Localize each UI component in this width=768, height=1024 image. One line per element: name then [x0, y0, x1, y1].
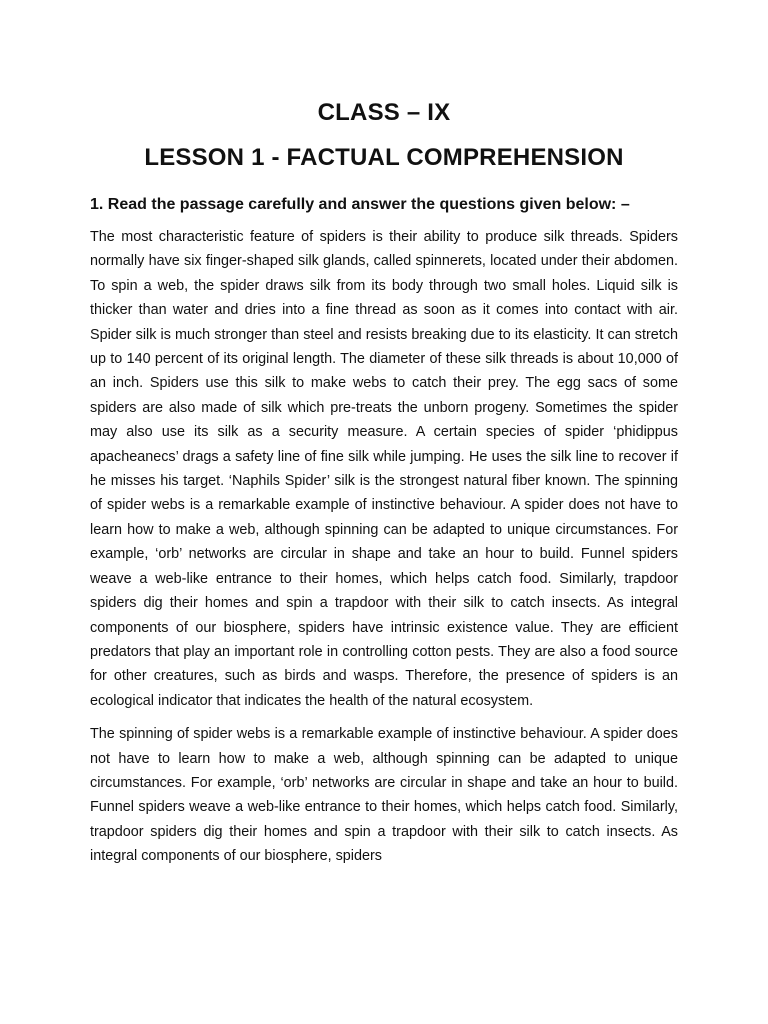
question-instruction: 1. Read the passage carefully and answer the questions given below: –: [90, 196, 630, 213]
passage-paragraph-2: The spinning of spider webs is a remarkable example of instinctive behaviour. A spider does not have to learn how to make a web, although spinning can be adapted to unique circumstances. For example, ‘orb’ networks are circular in shape and take an hour to build. Funnel spiders weave a web-like entrance to their homes, which helps catch food. Similarly, trapdoor spiders dig their homes and spin a trapdoor with their silk to catch insects. As integral components of our biosphere, spiders: [90, 726, 678, 865]
document-page: [90, 96, 678, 878]
lesson-heading: LESSON 1 - FACTUAL COMPREHENSION: [144, 144, 624, 171]
passage-paragraph-1: The most characteristic feature of spiders is their ability to produce silk threads. Spiders normally have six finger-shaped silk glands, called spinnerets, located under their abdomen. To spin a web, the spider draws silk from its body through two small holes. Liquid silk is thicker than water and dries into a fine thread as soon as it comes into contact with air. Spider silk is much stronger than steel and resists breaking due to its elasticity. It can stretch up to 140 percent of its original length. The diameter of these silk threads is about 10,000 of an inch. Spiders use this silk to make webs to catch their prey. The egg sacs of some spiders are also made of silk which pre-treats the unborn progeny. Sometimes the spider may also use its silk as a security measure. A certain species of spider ‘phidippus apacheanecs’ drags a safety line of fine silk while jumping. He uses the silk line to recover if he misses his target. ‘Naphils Spider’ silk is the strongest natural fiber known. The spinning of spider webs is a remarkable example of instinctive behaviour. A spider does not have to learn how to make a web, although spinning can be adapted to unique circumstances. For example, ‘orb’ networks are circular in shape and take an hour to build. Funnel spiders weave a web-like entrance to their homes, which helps catch food. Similarly, trapdoor spiders dig their homes and spin a trapdoor with their silk to catch insects. As integral components of our biosphere, spiders have intrinsic existence value. They are efficient predators that play an important role in controlling cotton pests. They are also a food source for other creatures, such as birds and wasps. Therefore, the presence of spiders is an ecological indicator that indicates the health of the natural ecosystem.: [90, 229, 678, 709]
class-heading: CLASS – IX: [317, 99, 451, 126]
